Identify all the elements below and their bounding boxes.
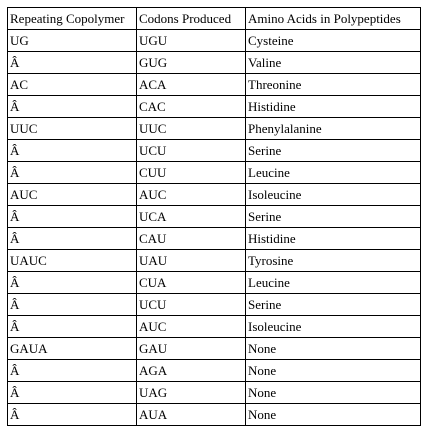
copolymer-cell: UUC <box>8 118 137 140</box>
table-body <box>8 30 421 426</box>
copolymer-cell: Â <box>8 206 137 228</box>
copolymer-cell: UG <box>8 30 137 52</box>
table-row <box>8 140 421 162</box>
codon-cell: AUC <box>137 316 246 338</box>
table-row <box>8 272 421 294</box>
copolymer-cell: Â <box>8 272 137 294</box>
copolymer-cell: Â <box>8 228 137 250</box>
codon-cell: AUC <box>137 184 246 206</box>
amino-acid-cell: Phenylalanine <box>246 118 421 140</box>
table-row <box>8 52 421 74</box>
table-row <box>8 30 421 52</box>
copolymer-cell: Â <box>8 404 137 426</box>
amino-acid-cell: Leucine <box>246 272 421 294</box>
table-row <box>8 360 421 382</box>
codon-cell: GAU <box>137 338 246 360</box>
copolymer-cell: Â <box>8 96 137 118</box>
codon-cell: UAU <box>137 250 246 272</box>
codon-cell: CAC <box>137 96 246 118</box>
amino-acid-cell: None <box>246 382 421 404</box>
copolymer-cell: Â <box>8 382 137 404</box>
amino-acid-cell: Cysteine <box>246 30 421 52</box>
table-row <box>8 338 421 360</box>
amino-acid-cell: Valine <box>246 52 421 74</box>
amino-acid-cell: Threonine <box>246 74 421 96</box>
copolymer-table <box>7 7 421 426</box>
codon-cell: GUG <box>137 52 246 74</box>
codon-cell: ACA <box>137 74 246 96</box>
table-row <box>8 74 421 96</box>
header-row <box>8 8 421 30</box>
amino-acid-cell: Histidine <box>246 96 421 118</box>
codon-cell: UGU <box>137 30 246 52</box>
amino-acid-cell: Tyrosine <box>246 250 421 272</box>
codon-cell: UCU <box>137 294 246 316</box>
copolymer-cell: Â <box>8 162 137 184</box>
copolymer-cell: UAUC <box>8 250 137 272</box>
copolymer-cell: GAUA <box>8 338 137 360</box>
amino-acid-cell: Serine <box>246 140 421 162</box>
codon-cell: UCU <box>137 140 246 162</box>
table-row <box>8 250 421 272</box>
table-row <box>8 228 421 250</box>
amino-acid-cell: Leucine <box>246 162 421 184</box>
amino-acid-cell: None <box>246 404 421 426</box>
codon-cell: CUA <box>137 272 246 294</box>
table-row <box>8 382 421 404</box>
codon-cell: CAU <box>137 228 246 250</box>
table-row <box>8 404 421 426</box>
copolymer-cell: Â <box>8 52 137 74</box>
codon-cell: CUU <box>137 162 246 184</box>
table-row <box>8 162 421 184</box>
amino-acid-cell: Serine <box>246 294 421 316</box>
codon-cell: UUC <box>137 118 246 140</box>
table-container <box>7 7 421 426</box>
codon-cell: AUA <box>137 404 246 426</box>
copolymer-cell: Â <box>8 294 137 316</box>
codon-cell: UCA <box>137 206 246 228</box>
codon-cell: AGA <box>137 360 246 382</box>
table-row <box>8 96 421 118</box>
table-row <box>8 184 421 206</box>
copolymer-cell: Â <box>8 316 137 338</box>
table-row <box>8 206 421 228</box>
table-row <box>8 316 421 338</box>
header-codons-produced: Codons Produced <box>137 8 246 30</box>
codon-cell: UAG <box>137 382 246 404</box>
copolymer-cell: Â <box>8 360 137 382</box>
header-amino-acids: Amino Acids in Polypeptides <box>246 8 421 30</box>
header-repeating-copolymer: Repeating Copolymer <box>8 8 137 30</box>
table-row <box>8 294 421 316</box>
copolymer-cell: Â <box>8 140 137 162</box>
amino-acid-cell: Isoleucine <box>246 316 421 338</box>
amino-acid-cell: None <box>246 360 421 382</box>
amino-acid-cell: Isoleucine <box>246 184 421 206</box>
table-row <box>8 118 421 140</box>
amino-acid-cell: Histidine <box>246 228 421 250</box>
copolymer-cell: AC <box>8 74 137 96</box>
copolymer-cell: AUC <box>8 184 137 206</box>
amino-acid-cell: None <box>246 338 421 360</box>
amino-acid-cell: Serine <box>246 206 421 228</box>
